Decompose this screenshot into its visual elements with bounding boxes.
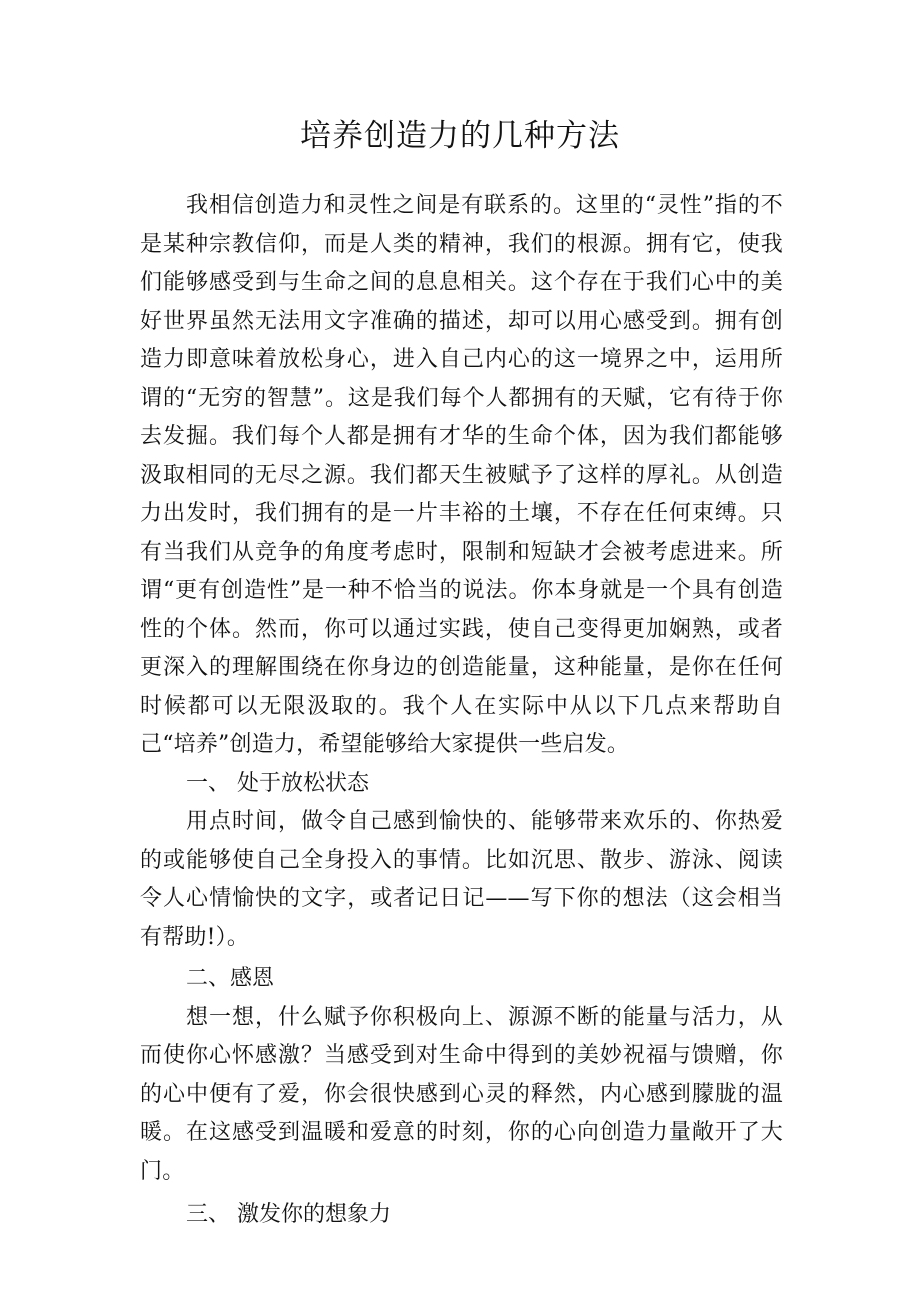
document-body <box>140 187 783 1235</box>
section-2-paragraph: 想一想，什么赋予你积极向上、源源不断的能量与活力，从而使你心怀感激？当感受到对生命中得到的美妙祝福与馈赠，你的心中便有了爱，你会很快感到心灵的释然，内心感到朦胧的温暖。在这感受到温暖和爱意的时刻，你的心向创造力量敞开了大门。 <box>140 1004 783 1184</box>
section-heading-2: 二、感恩 <box>186 966 275 991</box>
section-1-paragraph: 用点时间，做令自己感到愉快的、能够带来欢乐的、你热爱的或能够使自己全身投入的事情。比如沉思、散步、游泳、阅读令人心情愉快的文字，或者记日记——写下你的想法（这会相当有帮助!）。 <box>140 809 783 950</box>
document-title: 培养创造力的几种方法 <box>300 118 620 154</box>
intro-paragraph: 我相信创造力和灵性之间是有联系的。这里的“灵性”指的不是某种宗教信仰，而是人类的精神，我们的根源。拥有它，使我们能够感受到与生命之间的息息相关。这个存在于我们心中的美好世界虽然无法用文字准确的描述，却可以用心感受到。拥有创造力即意味着放松身心，进入自己内心的这一境界之中，运用所谓的“无穷的智慧”。这是我们每个人都拥有的天赋，它有待于你去发掘。我们每个人都是拥有才华的生命个体，因为我们都能够汲取相同的无尽之源。我们都天生被赋予了这样的厚礼。从创造力出发时，我们拥有的是一片丰裕的土壤，不存在任何束缚。只有当我们从竞争的角度考虑时，限制和短缺才会被考虑进来。所谓“更有创造性”是一种不恰当的说法。你本身就是一个具有创造性的个体。然而，你可以通过实践，使自己变得更加娴熟，或者更深入的理解围绕在你身边的创造能量，这种能量，是你在任何时候都可以无限汲取的。我个人在实际中从以下几点来帮助自己“培养”创造力，希望能够给大家提供一些启发。 <box>140 193 783 757</box>
section-heading-1: 一、 处于放松状态 <box>186 770 369 796</box>
section-heading-3: 三、 激发你的想象力 <box>186 1202 391 1227</box>
